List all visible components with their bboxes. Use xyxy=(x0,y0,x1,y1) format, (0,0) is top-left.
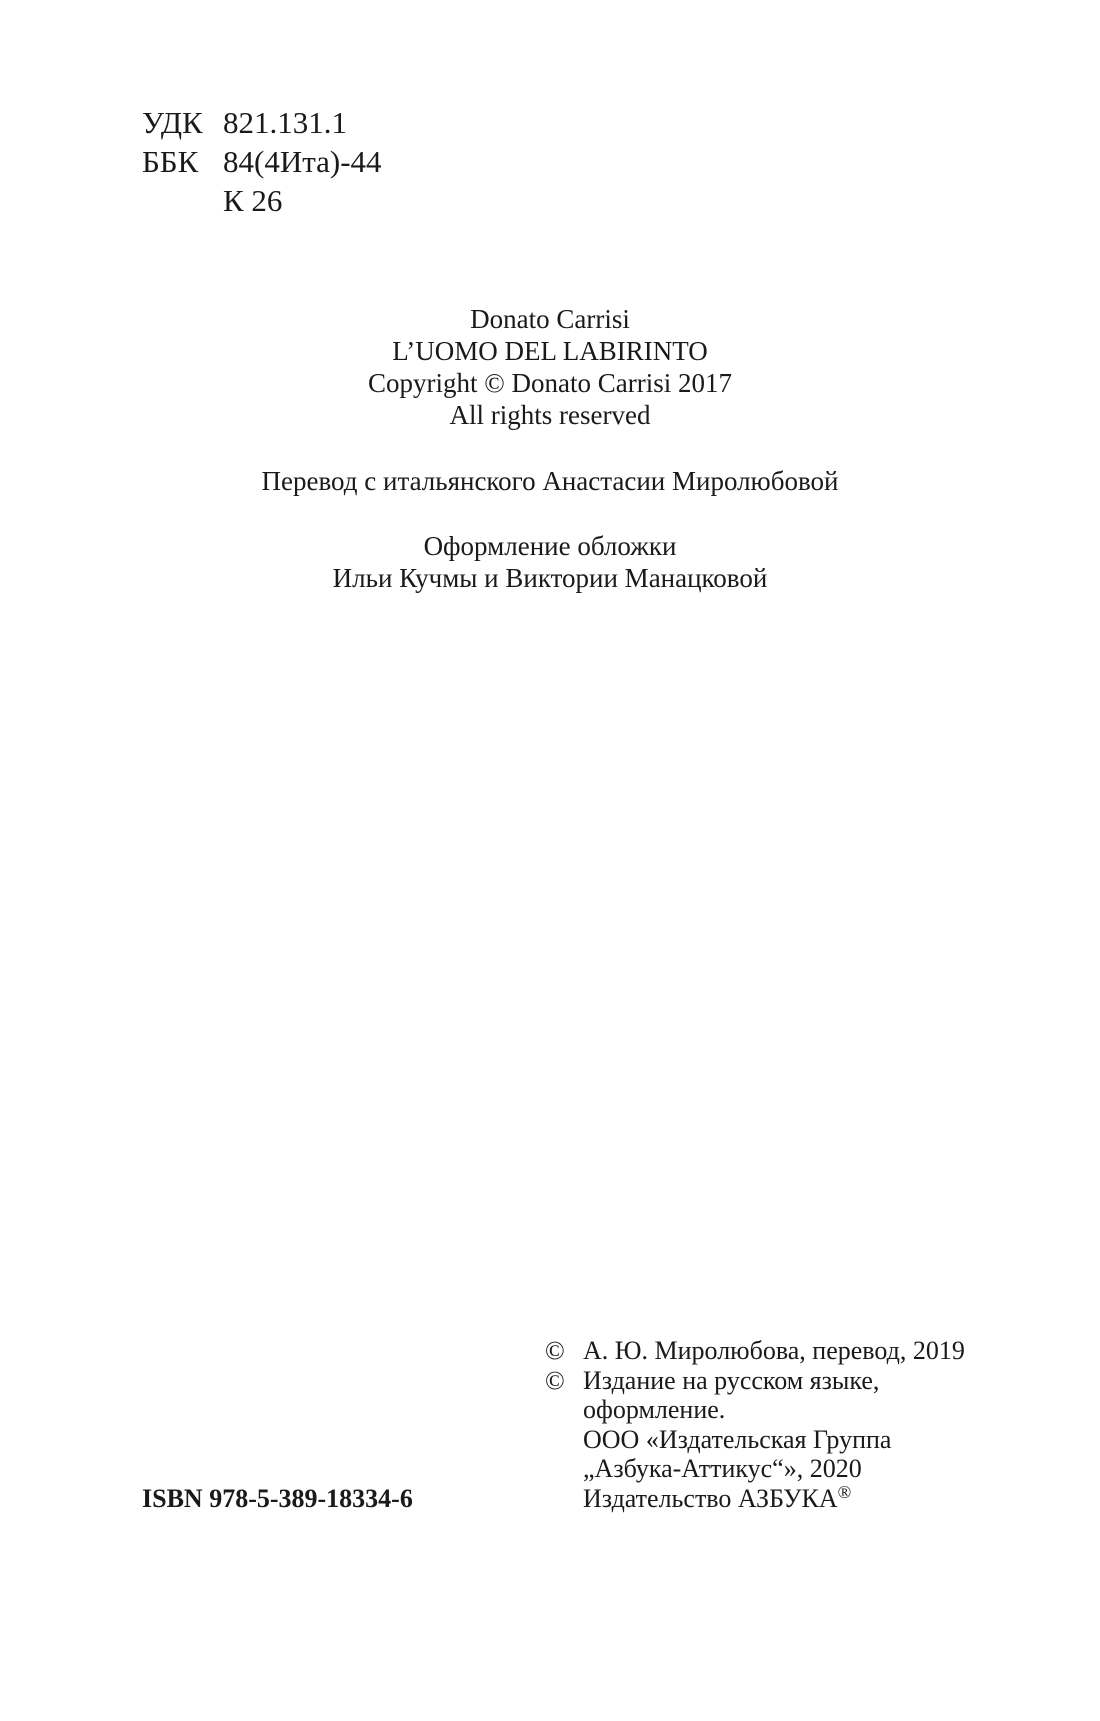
translation-copyright-notice xyxy=(545,1336,965,1366)
edition-notice-line: ООО «Издательская Группа xyxy=(583,1424,892,1454)
bbk-row xyxy=(142,142,382,181)
copyright-notices xyxy=(545,1336,965,1513)
bbk-label: ББК xyxy=(142,144,199,179)
edition-notice-line: Издание на русском языке, xyxy=(583,1365,880,1395)
edition-notice-line: оформление. xyxy=(583,1395,726,1424)
original-copyright: Copyright © Donato Carrisi 2017 xyxy=(368,368,732,398)
original-author: Donato Carrisi xyxy=(470,304,630,334)
bbk-value: 84(4Ита)-44 xyxy=(223,144,382,179)
publisher-line xyxy=(583,1481,891,1514)
classification-block xyxy=(142,103,382,220)
copyright-symbol: © xyxy=(545,1336,565,1365)
original-title: L’UOMO DEL LABIRINTO xyxy=(392,336,708,366)
registered-mark: ® xyxy=(837,1481,852,1502)
cover-design-block xyxy=(0,530,1100,594)
udk-row xyxy=(142,103,382,142)
udk-value: 821.131.1 xyxy=(223,105,347,140)
author-mark-row xyxy=(142,181,382,220)
author-mark: К 26 xyxy=(223,183,283,218)
translation-notice-text: А. Ю. Миролюбова, перевод, 2019 xyxy=(583,1336,965,1365)
edition-notice-line: „Азбука-Аттикус“», 2020 xyxy=(583,1454,862,1483)
rights-reserved: All rights reserved xyxy=(449,400,651,430)
copyright-symbol: © xyxy=(545,1365,565,1395)
cover-design-line-2: Ильи Кучмы и Виктории Манацковой xyxy=(332,563,768,593)
edition-copyright-notice xyxy=(545,1366,965,1514)
translation-credit-block xyxy=(0,465,1100,497)
cover-design-line-1: Оформление обложки xyxy=(423,531,677,561)
isbn: ISBN 978-5-389-18334-6 xyxy=(142,1484,413,1513)
translation-credit: Перевод с итальянского Анастасии Миролюбовой xyxy=(261,466,839,496)
publisher-name: Издательство АЗБУКА xyxy=(583,1483,838,1513)
original-edition-block xyxy=(0,303,1100,431)
udk-label: УДК xyxy=(142,105,203,140)
